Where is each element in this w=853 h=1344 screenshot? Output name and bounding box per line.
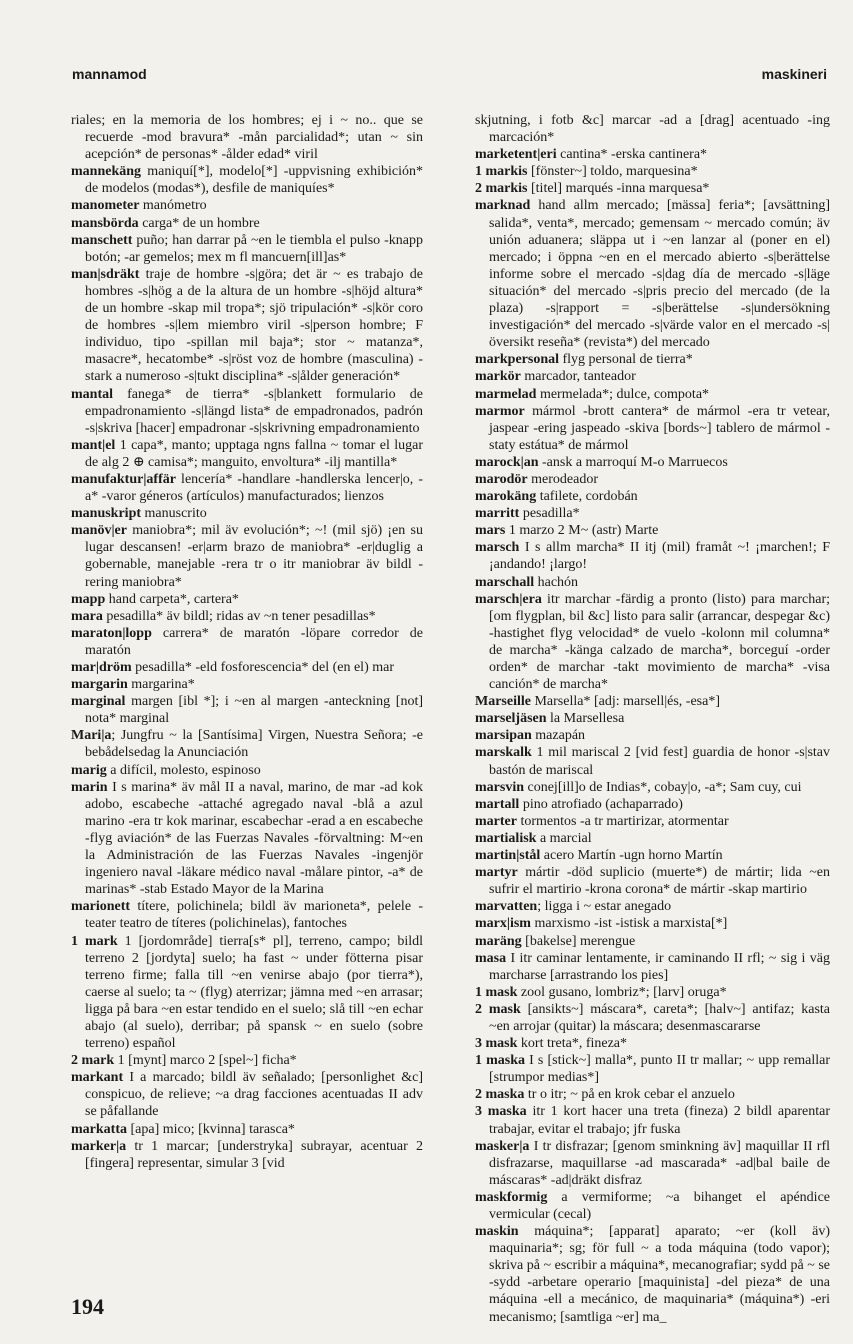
entry-text: puño; han darrar på ~en le tiembla el pulso -knapp botón; -ar gemelos; mex m fl mancuern[ill]as* — [85, 232, 423, 265]
dictionary-entry — [475, 779, 830, 796]
headword: manschett — [71, 232, 133, 248]
headword: mansbörda — [71, 215, 139, 231]
entry-text: riales; en la memoria de los hombres; ej i ~ no.. que se recuerde -mod bravura* -mån parcialidad*; utan ~ sin acepción* de personas* -ålder edad* viril — [71, 113, 423, 163]
entry-text: I s marina* äv mål II a naval, marino, de mar -ad kok adobo, escabeche -attaché agregado naval -blå a azul marino -era tr kok marinar, escabechar -erad a en escabeche -flyg aviación* de las Fuerzas Navales -förvaltning: M~en la Administración de las Fuerzas Navales -ingenjör ingeniero naval -läkare médico naval -målare pintor, -a* de marinas* -stab Estado Mayor de la Marina — [85, 779, 423, 898]
headword: marketent|eri — [475, 147, 557, 163]
right-column — [475, 112, 830, 1325]
entry-text: cantina* -erska cantinera* — [556, 147, 708, 163]
entry-text: [titel] marqués -inna marquesa* — [527, 181, 710, 197]
headword: maräng — [475, 933, 522, 949]
dictionary-entry — [71, 676, 423, 693]
headword: marx|ism — [475, 916, 531, 932]
entry-text: mártir -död suplicio (muerte*) de mártir; lida ~en sufrir el martirio -krona corona* de mártir -skap martirio — [489, 865, 830, 898]
entry-text: pino atrofiado (achaparrado) — [519, 796, 683, 812]
entry-text: margen [ibl *]; i ~en al margen -anteckning [not] nota* marginal — [85, 694, 423, 727]
dictionary-entry — [71, 608, 423, 625]
dictionary-entry — [71, 659, 423, 676]
dictionary-entry — [475, 488, 830, 505]
dictionary-entry — [475, 505, 830, 522]
entry-text: I s allm marcha* II itj (mil) framåt ~! ¡marchen!; F ¡andando! ¡largo! — [489, 540, 830, 573]
headword: mannekäng — [71, 164, 142, 180]
dictionary-entry — [475, 915, 830, 932]
dictionary-entry — [475, 984, 830, 1001]
entry-text: 1 mil mariscal 2 [vid fest] guardia de honor -s|stav bastón de mariscal — [489, 745, 830, 778]
dictionary-entry — [475, 710, 830, 727]
headword: marker|a — [71, 1138, 127, 1154]
entry-text: mermelada*; dulce, compota* — [536, 386, 710, 402]
entry-text: merodeador — [527, 471, 598, 487]
entry-text: la Marsellesa — [546, 711, 625, 727]
dictionary-entry — [475, 1001, 830, 1035]
headword: 1 markis — [475, 164, 528, 180]
dictionary-entry — [475, 471, 830, 488]
dictionary-entry — [475, 1103, 830, 1137]
page-number: 194 — [71, 1294, 104, 1319]
headword: Marseille — [475, 694, 531, 710]
entry-text: I tr disfrazar; [genom sminkning äv] maquillar II rfl disfrazarse, maquillarse -ad mascarada* -ad|bal baile de máscaras* -ad|dräkt disfraz — [489, 1138, 830, 1188]
entry-text: pesadilla* äv bildl; ridas av ~n tener pesadillas* — [102, 608, 376, 624]
entry-text: 1 capa*, manto; upptaga ngns fallna ~ tomar el lugar de alg 2 ⊕ camisa*; manguito, envoltura* -ilj mantilla* — [85, 437, 423, 470]
entry-text: -ansk a marroquí M-o Marruecos — [538, 454, 728, 470]
dictionary-entry — [71, 693, 423, 727]
headword: martyr — [475, 865, 518, 881]
headword: manometer — [71, 198, 140, 214]
headword: maskin — [475, 1224, 519, 1240]
headword: marter — [475, 813, 517, 829]
entry-text: mazapán — [531, 728, 586, 744]
entry-text: pesadilla* — [519, 506, 580, 522]
headword: marsch|era — [475, 591, 542, 607]
entry-text: [apa] mico; [kvinna] tarasca* — [127, 1121, 295, 1137]
entry-text: I s [stick~] malla*, punto II tr mallar; ~ upp remallar [strumpor medias*] — [489, 1053, 830, 1086]
headword: marginal — [71, 694, 126, 710]
running-head-left: mannamod — [72, 66, 147, 82]
dictionary-entry — [71, 779, 423, 899]
headword: 2 mark — [71, 1053, 115, 1069]
dictionary-entry — [475, 368, 830, 385]
headword: 2 markis — [475, 181, 528, 197]
dictionary-entry — [475, 950, 830, 984]
entry-text: maniquí[*], modelo[*] -uppvisning exhibición* de modelos (modas*), desfile de maniquíes* — [85, 164, 423, 197]
entry-text: kort treta*, fineza* — [517, 1036, 628, 1052]
headword: mar|dröm — [71, 660, 132, 675]
headword: marskalk — [475, 745, 532, 761]
entry-text: ; Jungfru ~ la [Santísima] Virgen, Nuestra Señora; -e bebådelsedag la Anunciación — [85, 728, 423, 761]
headword: marsipan — [475, 728, 532, 744]
dictionary-entry — [475, 454, 830, 471]
dictionary-entry — [475, 727, 830, 744]
headword: marritt — [475, 506, 520, 522]
headword: martall — [475, 796, 520, 812]
dictionary-entry — [71, 727, 423, 761]
dictionary-entry — [71, 625, 423, 659]
entry-text: I a marcado; bildl äv señalado; [personlighet &c] conspicuo, de relieve; ~a drag facciones acentuadas II adv se påfallande — [85, 1070, 423, 1120]
entry-text: lencería* -handlare -handlerska lencer|o, -a* -varor géneros (artículos) manufacturados; lienzos — [85, 471, 423, 505]
headword: margarin — [71, 677, 128, 693]
dictionary-entry — [71, 386, 423, 437]
headword: martialisk — [475, 830, 537, 846]
entry-text: 1 marzo 2 M~ (astr) Marte — [505, 523, 659, 539]
entry-text: manómetro — [139, 198, 207, 214]
headword: 1 mask — [475, 984, 518, 1000]
headword: marokäng — [475, 489, 537, 505]
headword: masker|a — [475, 1138, 530, 1154]
dictionary-entry — [71, 898, 423, 932]
entry-text: máquina*; [apparat] aparato; ~er (koll äv) maquinaria*; sg; för full ~ a toda máquina (todo vapor); skriva på ~ escribir a máquina*, mecanografiar; sydd på ~ se -sydd -arbetare operario [maquinista] -del pieza* de una máquina -ell a mecánico, de maquinaria* (máquina*) -eri mecanismo; [samtliga ~er] ma_ — [489, 1224, 830, 1325]
entry-text: tr o itr; ~ på en krok cebar el anzuelo — [524, 1087, 735, 1103]
entry-text: hand carpeta*, cartera* — [105, 591, 239, 607]
headword: markant — [71, 1070, 124, 1086]
headword: marmor — [475, 403, 525, 419]
dictionary-entry — [475, 1086, 830, 1103]
headword: maraton|lopp — [71, 625, 152, 641]
dictionary-entry — [475, 351, 830, 368]
headword: Mari|a — [71, 728, 112, 744]
entry-text: conej[ill]o de Indias*, cobay|o, -a*; Sam cuy, cui — [524, 779, 802, 795]
headword: marig — [71, 762, 107, 778]
headword: markatta — [71, 1121, 127, 1137]
dictionary-entry — [475, 1189, 830, 1223]
entry-text: a difícil, molesto, espinoso — [106, 762, 261, 778]
dictionary-entry — [475, 693, 830, 710]
dictionary-entry — [475, 574, 830, 591]
dictionary-entry — [71, 1069, 423, 1120]
dictionary-entry — [71, 762, 423, 779]
entry-text: hachón — [534, 574, 579, 590]
dictionary-entry — [71, 591, 423, 608]
dictionary-entry — [71, 266, 423, 386]
dictionary-entry — [71, 471, 423, 505]
headword: mant|el — [71, 437, 116, 453]
dictionary-entry — [475, 898, 830, 915]
headword: man|sdräkt — [71, 266, 140, 282]
headword: marodör — [475, 471, 528, 487]
dictionary-entry — [475, 1138, 830, 1189]
dictionary-entry — [475, 146, 830, 163]
dictionary-entry — [71, 215, 423, 232]
headword: mara — [71, 608, 103, 624]
entry-text: [fönster~] toldo, marquesina* — [527, 164, 698, 180]
headword: manufaktur|affär — [71, 471, 176, 487]
headword: mapp — [71, 591, 106, 607]
entry-text: 1 [mynt] marco 2 [spel~] ficha* — [114, 1053, 297, 1069]
entry-text: manuscrito — [141, 506, 207, 522]
dictionary-entry — [71, 933, 423, 1053]
entry-text: zool gusano, lombriz*; [larv] oruga* — [517, 984, 727, 1000]
entry-text: Marsella* [adj: marsell|és, -esa*] — [530, 694, 720, 710]
headword: marseljäsen — [475, 711, 547, 727]
dictionary-entry — [475, 1052, 830, 1086]
dictionary-entry — [475, 197, 830, 351]
dictionary-entry — [475, 847, 830, 864]
entry-text: tr 1 marcar; [understryka] subrayar, acentuar 2 [fingera] representar, simular 3 [vid — [85, 1138, 423, 1171]
headword: markör — [475, 369, 521, 385]
dictionary-entry — [475, 813, 830, 830]
headword: marsch — [475, 540, 520, 556]
headword: maskformig — [475, 1189, 548, 1205]
dictionary-entry — [71, 505, 423, 522]
headword: 2 maska — [475, 1087, 525, 1103]
running-head-right: maskineri — [761, 66, 827, 82]
entry-text: skjutning, i fotb &c] marcar -ad a [drag] acentuado -ing marcación* — [475, 113, 830, 146]
entry-text: I itr caminar lentamente, ir caminando II rfl; ~ sig i väg marcharse [arrastrando los pies] — [489, 950, 830, 983]
dictionary-entry — [475, 591, 830, 694]
dictionary-entry — [475, 112, 830, 146]
headword: marin — [71, 779, 108, 795]
dictionary-entry — [475, 522, 830, 539]
dictionary-entry — [475, 864, 830, 898]
dictionary-entry — [71, 1052, 423, 1069]
entry-text: [ansikts~] máscara*, careta*; [halv~] antifaz; kasta ~en arrojar (quitar) la máscara; desenmascararse — [489, 1001, 830, 1034]
headword: marsvin — [475, 779, 524, 795]
headword: mantal — [71, 386, 113, 402]
headword: marock|an — [475, 454, 539, 470]
dictionary-entry — [475, 796, 830, 813]
dictionary-entry — [475, 386, 830, 403]
headword: masa — [475, 950, 507, 966]
dictionary-entry — [475, 744, 830, 778]
headword: manöv|er — [71, 523, 127, 539]
dictionary-entry — [71, 112, 423, 163]
headword: marionett — [71, 899, 131, 915]
entry-text: tafilete, cordobán — [536, 489, 638, 505]
left-column — [71, 112, 423, 1277]
dictionary-entry — [71, 1121, 423, 1138]
dictionary-entry — [71, 437, 423, 471]
entry-text: marcador, tanteador — [520, 369, 636, 385]
entry-text: hand allm mercado; [mässa] feria*; [avsättning] salida*, venta*, mercado; gemensam ~ mercado común; äv unión aduanera; släppa ut i ~en lanzar al (poner en el) mercado; i öppna ~en en el mercado abierto -s|berättelse informe sobre el mercado -s|dag día de mercado -s|läge situación* del mercado -s|pris precio del mercado (de la plaza) -s|rapport = -s|berättelse -s|undersökning investigación* del mercado -s|värde valor en el mercado -s|översikt reseña* (revista*) del mercado — [489, 198, 830, 351]
entry-text: títere, polichinela; bildl äv marioneta*, pelele -teater teatro de títeres (polichinelas), fantoches — [85, 899, 423, 932]
entry-text: traje de hombre -s|göra; det är ~ es trabajo de hombres -s|hög a de la altura de un hombre -s|höjd altura* de un hombre -skap mil tropa*; sjö tripulación* -s|kör coro de hombres -s|lem miembro viril -s|person hombre; F individuo, tipo -spillan mil baja*; stor ~ matanza*, masacre*, hecatombe* -s|röst voz de hombre (masculina) -stark a numeroso -s|tukt disciplina* -s|ålder generación* — [85, 266, 423, 385]
headword: 1 maska — [475, 1053, 526, 1069]
dictionary-entry — [475, 403, 830, 454]
headword: markpersonal — [475, 352, 559, 368]
headword: marknad — [475, 198, 531, 214]
entry-text: a marcial — [536, 830, 592, 846]
headword: martin|stål — [475, 848, 541, 864]
entry-text: fanega* de tierra* -s|blankett formulario de empadronamiento -s|längd lista* de empadronados, padrón -s|skriva [hacer] empadronar -s|skrivning empadronamiento — [85, 386, 423, 436]
entry-text: marxismo -ist -istisk a marxista[*] — [530, 916, 728, 932]
entry-text: mármol -brott cantera* de mármol -era tr vetear, jaspear -ering jaspeado -skiva [bords~] tablero de mármol -staty estátua* de mármol — [489, 403, 830, 453]
dictionary-entry — [475, 539, 830, 573]
entry-text: pesadilla* -eld fosforescencia* del (en el) mar — [131, 660, 395, 675]
dictionary-entry — [475, 830, 830, 847]
dictionary-entry — [71, 197, 423, 214]
headword: 3 maska — [475, 1104, 527, 1120]
entry-text: carrera* de maratón -löpare corredor de maratón — [85, 625, 423, 658]
dictionary-entry — [475, 163, 830, 180]
entry-text: acero Martín -ugn horno Martín — [540, 848, 723, 864]
entry-text: margarina* — [127, 677, 195, 693]
dictionary-entry — [71, 1138, 423, 1172]
entry-text: [bakelse] merengue — [521, 933, 636, 949]
headword: 3 mask — [475, 1036, 518, 1052]
headword: manuskript — [71, 506, 142, 522]
entry-text: itr 1 kort hacer una treta (fineza) 2 bildl aparentar trabajar, evitar el trabajo; jfr fuska — [489, 1104, 830, 1137]
dictionary-entry — [475, 933, 830, 950]
headword: 1 mark — [71, 933, 118, 949]
entry-text: 1 [jordområde] tierra[s* pl], terreno, campo; bildl terreno 2 [jordyta] suelo; ha fast ~ under fötterna pisar terreno firme; falla till ~en venirse abajo (por tierra*), caerse al suelo; ta ~ (flyg) aterrizar; jämna med ~en arrasar; ligga på bara ~en estar tendido en el suelo; slå till ~en echar abajo (al suelo), derribar; på spansk ~ en suelo (sobre terreno) español — [85, 933, 423, 1052]
entry-text: maniobra*; mil äv evolución*; ~! (mil sjö) ¡en su lugar descansen! -er|arm brazo de maniobra* -er|duglig a gobernable, manejable -rera tr o itr maniobrar äv bildl -rering maniobra* — [85, 523, 423, 590]
entry-text: ; ligga i ~ estar anegado — [537, 899, 672, 915]
entry-text: itr marchar -färdig a pronto (listo) para marchar; [om flygplan, bil &c] listo para salir (arrancar, despegar &c) -hastighet flyg velocidad* de vuelo -kolonn mil columna* de marcha* -känga calzado de marcha*, borceguí -order orden* de marchar -takt movimiento de marcha* -visa canción* de marcha* — [489, 591, 830, 693]
headword: 2 mask — [475, 1001, 521, 1017]
dictionary-entry — [475, 1035, 830, 1052]
dictionary-entry — [475, 1223, 830, 1326]
entry-text: a vermiforme; ~a bihanget el apéndice vermicular (cecal) — [489, 1189, 830, 1222]
headword: marvatten — [475, 899, 538, 915]
dictionary-entry — [475, 180, 830, 197]
dictionary-entry — [71, 522, 423, 590]
headword: marschall — [475, 574, 535, 590]
entry-text: carga* de un hombre — [138, 215, 260, 231]
headword: marmelad — [475, 386, 537, 402]
dictionary-entry — [71, 163, 423, 197]
headword: mars — [475, 523, 506, 539]
dictionary-entry — [71, 232, 423, 266]
entry-text: tormentos -a tr martirizar, atormentar — [516, 813, 729, 829]
entry-text: flyg personal de tierra* — [559, 352, 693, 368]
